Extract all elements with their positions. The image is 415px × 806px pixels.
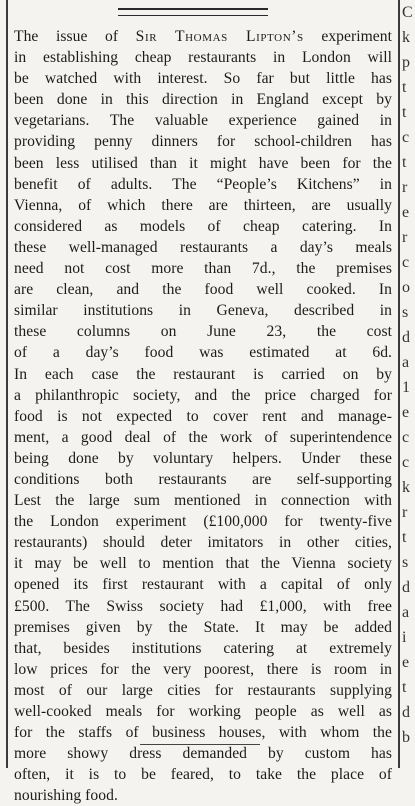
adjacent-column-letter: s bbox=[402, 554, 409, 571]
article-line: been less utilised than it might have been for the bbox=[14, 154, 392, 172]
adjacent-column-letter: d bbox=[402, 579, 410, 596]
article-line: been done in this direction in England except by bbox=[14, 91, 392, 109]
article-line: Vienna, of which there are thirteen, are usually bbox=[14, 196, 392, 214]
adjacent-column-letter: d bbox=[402, 704, 410, 721]
adjacent-column-letter: a bbox=[402, 354, 410, 371]
adjacent-column-letter: r bbox=[402, 229, 408, 246]
article-line: these well-managed restaurants a day’s meals bbox=[14, 238, 392, 256]
adjacent-column-letter: t bbox=[402, 154, 407, 171]
adjacent-column-fragment bbox=[402, 0, 415, 768]
adjacent-column-letter: c bbox=[402, 454, 410, 471]
adjacent-column-letter: C bbox=[402, 4, 413, 21]
article-line: be watched with interest. So far but little has bbox=[14, 70, 392, 88]
adjacent-column-letter: c bbox=[402, 429, 410, 446]
article-line: premises given by the State. It may be added bbox=[14, 618, 392, 636]
article-line: these columns on June 23, the cost bbox=[14, 323, 392, 341]
article-line: ment, a good deal of the work of superintendence bbox=[14, 428, 392, 446]
article-line: conditions both restaurants are self-supporting bbox=[14, 470, 392, 488]
article-line: £500. The Swiss society had £1,000, with free bbox=[14, 597, 392, 615]
adjacent-column-letter: p bbox=[402, 54, 410, 71]
adjacent-column-letter: 1 bbox=[402, 379, 410, 396]
adjacent-column-letter: e bbox=[402, 404, 410, 421]
adjacent-column-letter: t bbox=[402, 79, 407, 96]
adjacent-column-letter: t bbox=[402, 529, 407, 546]
section-separator-rule bbox=[118, 8, 268, 16]
adjacent-column-letter: t bbox=[402, 104, 407, 121]
article-line: providing penny dinners for school-children has bbox=[14, 133, 392, 151]
adjacent-column-letter: i bbox=[402, 629, 407, 646]
article-line: the London experiment (£100,000 for twenty-five bbox=[14, 513, 392, 531]
adjacent-column-letter: k bbox=[402, 29, 410, 46]
adjacent-column-letter: a bbox=[402, 604, 410, 621]
column-rule-right bbox=[398, 0, 400, 768]
adjacent-column-letter: o bbox=[402, 279, 410, 296]
article-line: most of our large cities for restaurants supplying bbox=[14, 681, 392, 699]
article-line: well-cooked meals for working people as well as bbox=[14, 703, 392, 720]
article-line: benefit of adults. The “People’s Kitchens” in bbox=[14, 175, 392, 193]
adjacent-column-letter: k bbox=[402, 479, 410, 496]
adjacent-column-letter: s bbox=[402, 304, 409, 321]
adjacent-column-letter: e bbox=[402, 204, 410, 221]
article-line: considered as models of cheap catering. In bbox=[14, 217, 392, 235]
adjacent-column-letter: r bbox=[402, 179, 408, 196]
adjacent-column-letter: c bbox=[402, 129, 410, 146]
bottom-separator-rule bbox=[140, 744, 260, 745]
article-line: low prices for the very poorest, there is room in bbox=[14, 660, 392, 678]
adjacent-column-letter: t bbox=[402, 679, 407, 696]
article-line: more showy dress demanded by custom has bbox=[14, 745, 392, 763]
first-word: The bbox=[14, 28, 39, 45]
adjacent-column-letter: d bbox=[402, 329, 410, 346]
article-line: a philanthropic society, and the price charged for bbox=[14, 386, 392, 404]
article-line: for the staffs of business houses, with whom the bbox=[14, 724, 392, 742]
article-line: need not cost more than 7d., the premises bbox=[14, 260, 392, 278]
adjacent-column-letter: r bbox=[402, 504, 408, 521]
article-line: of a day’s food was estimated at 6d. bbox=[14, 344, 392, 362]
article-line: it may be well to mention that the Vienna society bbox=[14, 555, 392, 573]
article-line: vegetarians. The valuable experience gained in bbox=[14, 112, 392, 130]
article-line: often, it is to be feared, to take the place of bbox=[14, 766, 392, 784]
article-line: in establishing cheap restaurants in London will bbox=[14, 49, 392, 67]
adjacent-column-letter: e bbox=[402, 654, 410, 671]
article-line: similar institutions in Geneva, described in bbox=[14, 302, 392, 320]
article-line-1: The issue of Sir Thomas Lipton’s experiment bbox=[14, 28, 393, 45]
article-line: restaurants) should deter imitators in other cities, bbox=[14, 534, 392, 552]
article-line: being done by voluntary helpers. Under these bbox=[14, 449, 392, 467]
article-line: opened its first restaurant with a capital of only bbox=[14, 576, 392, 594]
article-line: Lest the large sum mentioned in connection with bbox=[14, 492, 392, 510]
adjacent-column-letter: b bbox=[402, 729, 410, 746]
article-line: In each case the restaurant is carried on by bbox=[14, 365, 392, 383]
article-line-last: nourishing food. bbox=[14, 787, 118, 805]
article-line: food is not expected to cover rent and manage- bbox=[14, 407, 392, 425]
column-rule-left bbox=[6, 0, 8, 768]
article-line: are clean, and the food well cooked. In bbox=[14, 281, 392, 299]
adjacent-column-letter: c bbox=[402, 254, 410, 271]
person-name: Sir Thomas Lipton’s bbox=[135, 28, 304, 45]
cut-off-previous-text bbox=[14, 0, 394, 6]
article-body bbox=[14, 26, 392, 806]
article-line: that, besides institutions catering at extremely bbox=[14, 639, 392, 657]
